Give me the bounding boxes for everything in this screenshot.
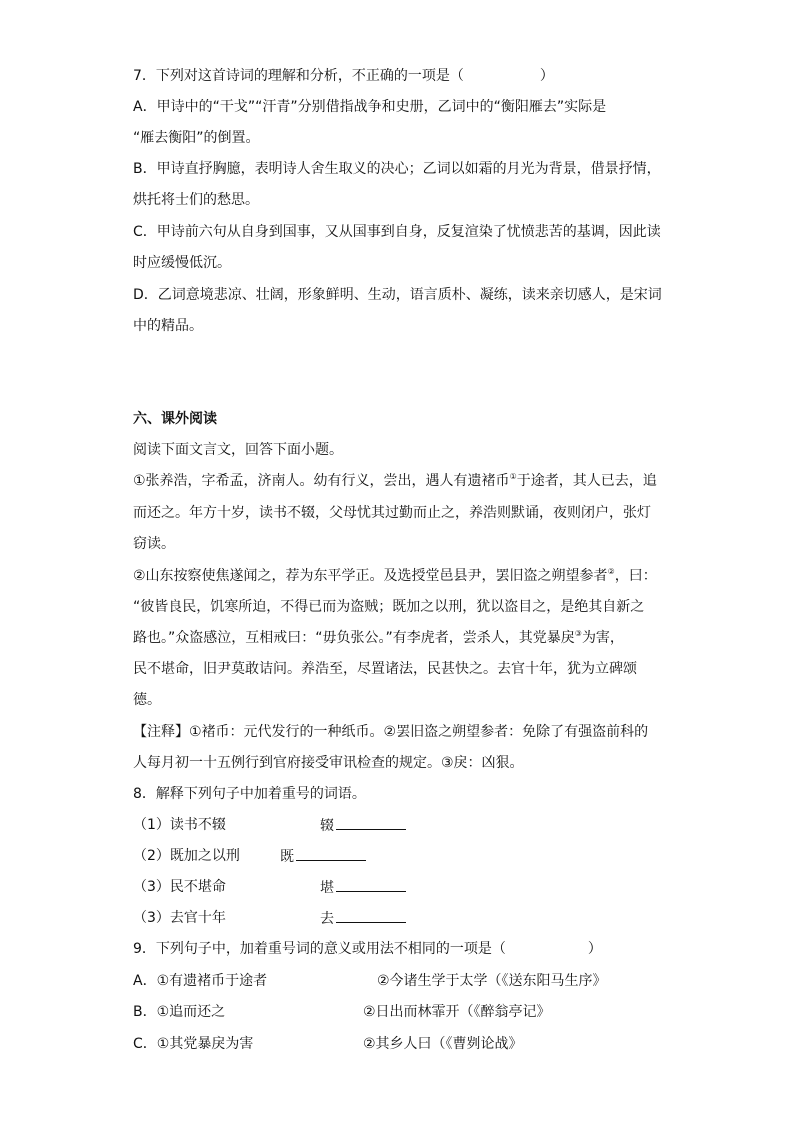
q7-option-d-line1: D．乙词意境悲凉、壮阔，形象鲜明、生动，语言质朴、凝练，读来亲切感人，是宋词 — [133, 287, 662, 303]
q8-stem: 8．解释下列句子中加着重号的词语。 — [133, 786, 366, 802]
q8-answer: 辍 — [320, 815, 406, 836]
q8-item: （1）读书不辍 — [133, 817, 226, 833]
footnote-marker-2: ② — [607, 567, 615, 576]
q7-option-a-line2: “雁去衡阳”的倒置。 — [133, 130, 260, 146]
q8-answer: 既 — [280, 846, 366, 867]
answer-blank[interactable] — [336, 815, 406, 830]
q7-stem: 7．下列对这首诗词的理解和分析，不正确的一项是（ ） — [133, 68, 554, 84]
q7-option-b-line2: 烘托将士们的愁思。 — [133, 192, 259, 208]
q8-item: （2）既加之以刑 — [133, 848, 240, 864]
q7-option-d-line2: 中的精品。 — [133, 318, 203, 334]
passage-p2-line5: 德。 — [133, 692, 161, 708]
q8-answer: 去 — [320, 908, 406, 929]
q7-option-c-line1: C．甲诗前六句从自身到国事，又从国事到自身，反复渲染了忧愤悲苦的基调，因此读 — [133, 224, 661, 240]
passage-p1-line3: 窃读。 — [133, 536, 175, 552]
q9-option-a-right: ②今诸生学于太学（《送东阳马生序》 — [377, 973, 607, 989]
q9-option-c-left: C．①其党暴戾为害 — [133, 1036, 254, 1052]
q8-item: （3）民不堪命 — [133, 879, 226, 895]
answer-blank[interactable] — [296, 846, 366, 861]
passage-p2-line3: 路也。”众盗感泣，互相戒曰：“毋负张公。”有李虎者，尝杀人，其党暴戾③为害， — [133, 629, 624, 646]
q8-item: （3）去官十年 — [133, 910, 226, 926]
q9-option-c-right: ②其乡人曰（《曹刿论战》 — [363, 1036, 523, 1052]
annotation-line1: 【注释】①褚币：元代发行的一种纸币。②罢旧盗之朔望参者：免除了有强盗前科的 — [133, 724, 649, 740]
q9-stem: 9．下列句子中，加着重号词的意义或用法不相同的一项是（ ） — [133, 941, 602, 957]
section-heading: 六、课外阅读 — [133, 411, 217, 427]
q9-option-b-right: ②日出而林霏开（《醉翁亭记》 — [363, 1004, 551, 1020]
answer-blank[interactable] — [336, 908, 406, 923]
passage-p1-line2: 而还之。年方十岁，读书不辍，父母忧其过勤而止之，养浩则默诵，夜则闭户，张灯 — [133, 505, 651, 521]
q9-option-a-left: A．①有遗褚币于途者 — [133, 973, 268, 989]
reading-intro: 阅读下面文言文，回答下面小题。 — [133, 442, 343, 458]
footnote-marker-1: ① — [509, 472, 517, 481]
answer-blank[interactable] — [336, 877, 406, 892]
q7-option-c-line2: 时应缓慢低沉。 — [133, 255, 231, 271]
passage-p2-line1: ②山东按察使焦遂闻之，荐为东平学正。及选授堂邑县尹，罢旧盗之朔望参者②，曰： — [133, 567, 657, 584]
passage-p1-line1: ①张养浩，字希孟，济南人。幼有行义，尝出，遇人有遗褚币①于途者，其人已去，追 — [133, 472, 657, 489]
passage-p2-line2: “彼皆良民，饥寒所迫，不得已而为盗贼；既加之以刑，犹以盗目之，是绝其自新之 — [133, 599, 645, 615]
passage-p2-line4: 民不堪命，旧尹莫敢诘问。养浩至，尽置诸法，民甚快之。去官十年，犹为立碑颂 — [133, 661, 637, 677]
q7-option-a-line1: A．甲诗中的“干戈”“汗青”分别借指战争和史册，乙词中的“衡阳雁去”实际是 — [133, 99, 607, 115]
q8-answer: 堪 — [320, 877, 406, 898]
annotation-line2: 人每月初一十五例行到官府接受审讯检查的规定。③戾：凶狠。 — [133, 755, 524, 771]
q7-option-b-line1: B．甲诗直抒胸臆，表明诗人舍生取义的决心；乙词以如霜的月光为背景，借景抒情， — [133, 161, 661, 177]
footnote-marker-3: ③ — [574, 629, 582, 638]
q9-option-b-left: B．①追而还之 — [133, 1004, 226, 1020]
